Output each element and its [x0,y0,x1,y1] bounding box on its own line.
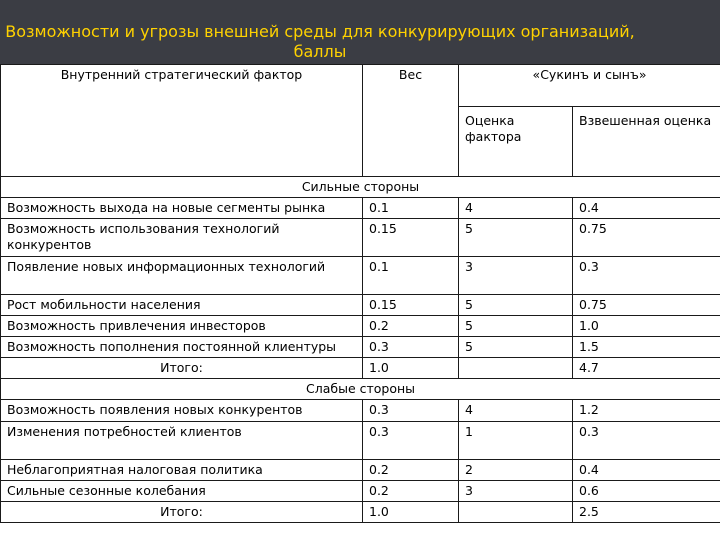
section-title-weaknesses: Слабые стороны [1,379,720,400]
score-cell: 5 [459,295,573,316]
score-cell: 5 [459,316,573,337]
factor-cell: Появление новых информационных технологий [1,257,363,295]
weight-cell: 0.3 [363,422,459,460]
weight-cell: 0.1 [363,198,459,219]
score-cell: 5 [459,337,573,358]
total-score [459,358,573,379]
weight-cell: 0.2 [363,460,459,481]
factor-cell: Возможность выхода на новые сегменты рынка [1,198,363,219]
weighted-cell: 0.3 [573,422,720,460]
total-weight: 1.0 [363,502,459,523]
weighted-cell: 0.6 [573,481,720,502]
total-weighted: 2.5 [573,502,720,523]
factor-cell: Возможность появления новых конкурентов [1,400,363,422]
section-row-strengths [1,177,720,198]
score-cell: 2 [459,460,573,481]
column-header-weight: Вес [363,65,459,177]
score-cell: 3 [459,257,573,295]
table-row [1,481,720,502]
total-label: Итого: [1,502,363,523]
table-row [1,257,720,295]
weight-cell: 0.3 [363,400,459,422]
total-weight: 1.0 [363,358,459,379]
weighted-cell: 1.0 [573,316,720,337]
table-row [1,422,720,460]
factor-cell: Рост мобильности населения [1,295,363,316]
column-header-weighted: Взвешенная оценка [573,107,720,177]
weight-cell: 0.15 [363,295,459,316]
header-row [1,65,720,107]
weight-cell: 0.2 [363,481,459,502]
weight-cell: 0.15 [363,219,459,257]
factor-cell: Неблагоприятная налоговая политика [1,460,363,481]
table-row [1,337,720,358]
factor-cell: Возможность пополнения постоянной клиентуры [1,337,363,358]
weaknesses-body [1,400,720,502]
table-row [1,460,720,481]
weight-cell: 0.3 [363,337,459,358]
score-cell: 5 [459,219,573,257]
section-row-weaknesses [1,379,720,400]
factor-cell: Сильные сезонные колебания [1,481,363,502]
column-header-score: Оценка фактора [459,107,573,177]
column-header-company: «Сукинъ и сынъ» [459,65,720,107]
weaknesses-total-row [1,502,720,523]
table-row [1,316,720,337]
weighted-cell: 0.3 [573,257,720,295]
weighted-cell: 0.4 [573,198,720,219]
strengths-total-row [1,358,720,379]
weighted-cell: 0.4 [573,460,720,481]
weighted-cell: 0.75 [573,295,720,316]
score-cell: 4 [459,400,573,422]
total-label: Итого: [1,358,363,379]
page-title: Возможности и угрозы внешней среды для конкурирующих организаций, баллы [5,22,635,61]
weighted-cell: 1.5 [573,337,720,358]
weighted-cell: 0.75 [573,219,720,257]
table-row [1,400,720,422]
strengths-body [1,198,720,358]
table-row [1,198,720,219]
factor-cell: Возможность использования технологий конкурентов [1,219,363,257]
total-score [459,502,573,523]
table-row [1,295,720,316]
column-header-factor: Внутренний стратегический фактор [1,65,363,177]
total-weighted: 4.7 [573,358,720,379]
factors-table [0,64,720,523]
factor-cell: Возможность привлечения инвесторов [1,316,363,337]
score-cell: 3 [459,481,573,502]
weighted-cell: 1.2 [573,400,720,422]
score-cell: 4 [459,198,573,219]
section-title-strengths: Сильные стороны [1,177,720,198]
weight-cell: 0.1 [363,257,459,295]
factor-cell: Изменения потребностей клиентов [1,422,363,460]
weight-cell: 0.2 [363,316,459,337]
table-row [1,219,720,257]
score-cell: 1 [459,422,573,460]
